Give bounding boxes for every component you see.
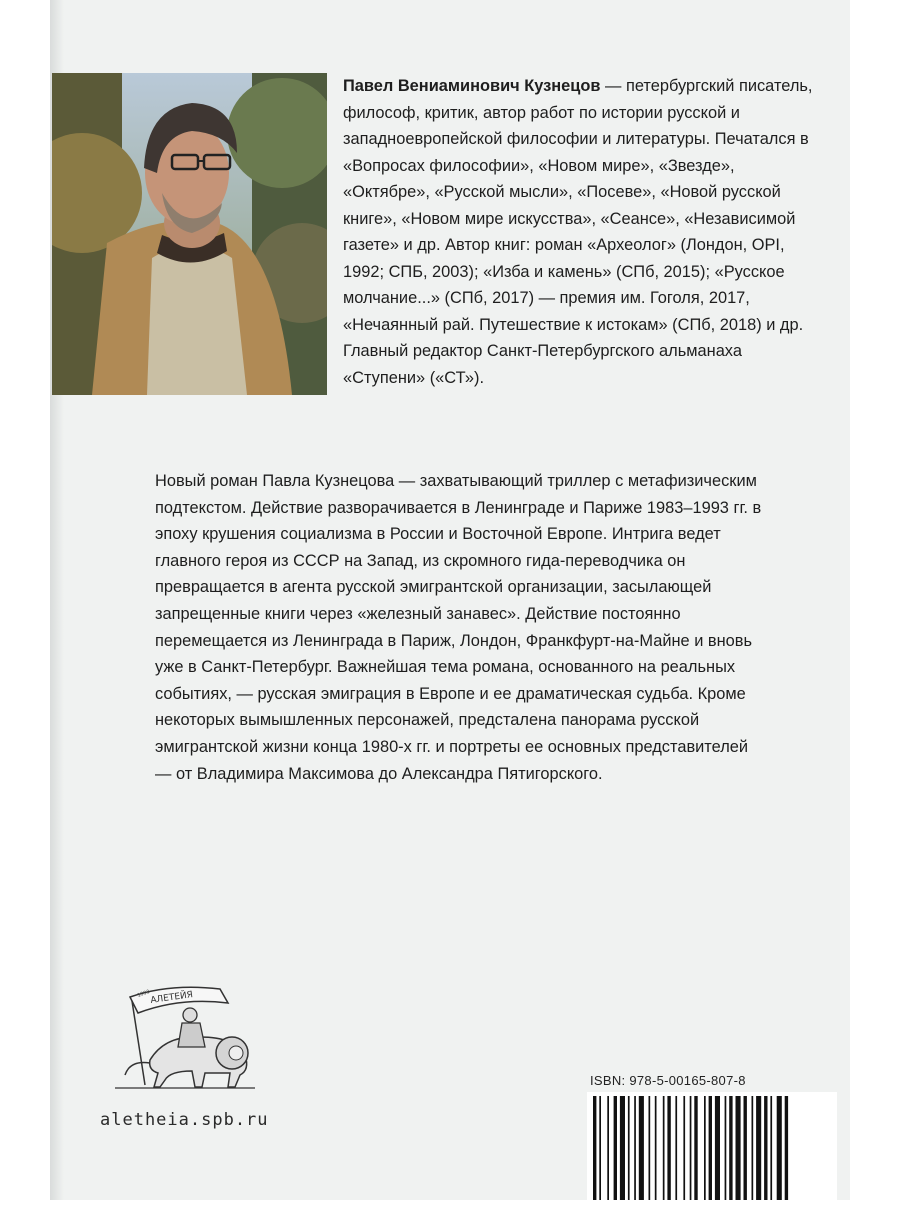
- barcode-bar: [683, 1096, 685, 1200]
- barcode-bar: [663, 1096, 665, 1200]
- author-bio: [343, 73, 823, 391]
- barcode-bar: [667, 1096, 670, 1200]
- author-name: Павел Вениаминович Кузнецов: [343, 77, 601, 95]
- barcode-bar: [690, 1096, 692, 1200]
- barcode-bar: [593, 1096, 596, 1200]
- publisher-logo-icon: [110, 975, 260, 1095]
- barcode-bar: [614, 1096, 617, 1200]
- barcode-bar: [785, 1096, 788, 1200]
- barcode-bar: [715, 1096, 720, 1200]
- barcode-bar: [655, 1096, 657, 1200]
- barcode-bar: [770, 1096, 772, 1200]
- barcode-bar: [744, 1096, 747, 1200]
- barcode-bar: [752, 1096, 754, 1200]
- barcode-bar: [649, 1096, 651, 1200]
- book-description: Новый роман Павла Кузнецова — захватывающий триллер с метафизическим подтекстом. Действие разворачивается в Ленинграде и Париже 1983–1993 гг. в эпоху крушения социализма в России и Восточной Европе. Интрига ведет главного героя из СССР на Запад, из скромного гида-переводчика он превращается в агента русской эмигрантской организации, засылающей запрещенные книги через «железный занавес». Действие постоянно перемещается из Ленинграда в Париж, Лондон, Франкфурт-на-Майне и вновь уже в Санкт-Петербург. Важнейшая тема романа, основанного на реальных событиях, — русская эмиграция в Европе и ее драматическая судьба. Кроме некоторых вымышленных персонажей, предсталена панорама русской эмигрантской жизни конца 1980-х гг. и портреты ее основных представителей — от Владимира Максимова до Александра Пятигорского.: [155, 472, 762, 783]
- author-bio-text: — петербургский писатель, философ, критик, автор работ по истории русской и западноевропейской философии и литературы. Печатался в «Вопросах философии», «Новом мире», «Звезде», «Октябре», «Русской мысли», «Посеве», «Новой русской книге», «Новом мире искусства», «Сеансе», «Независимой газете» и др. Автор книг: роман «Археолог» (Лондон, OPI, 1992; СПБ, 2003); «Изба и камень» (СПб, 2015); «Русское молчание...» (СПб, 2017) — премия им. Гоголя, 2017, «Нечаянный рай. Путешествие к истокам» (СПб, 2018) и др. Главный редактор Санкт-Петербургского альманаха «Ступени» («СТ»).: [343, 77, 813, 387]
- publisher-website: aletheia.spb.ru: [100, 1110, 269, 1130]
- barcode-bar: [704, 1096, 706, 1200]
- barcode-bar: [777, 1096, 782, 1200]
- barcode-bar: [709, 1096, 712, 1200]
- author-photo: [52, 73, 327, 395]
- barcode-bar: [599, 1096, 601, 1200]
- logo-year: 1993: [136, 988, 151, 999]
- barcode-icon: [587, 1092, 837, 1200]
- barcode-bar: [694, 1096, 697, 1200]
- barcode-bar: [639, 1096, 644, 1200]
- barcode-bar: [634, 1096, 636, 1200]
- barcode-bar: [620, 1096, 625, 1200]
- barcode-bar: [729, 1096, 732, 1200]
- barcode-bar: [736, 1096, 741, 1200]
- barcode-bar: [764, 1096, 767, 1200]
- barcode-bar: [725, 1096, 727, 1200]
- isbn-number: ISBN: 978-5-00165-807-8: [590, 1073, 746, 1088]
- barcode-bar: [607, 1096, 609, 1200]
- logo-banner-text: АЛЕТЕЙЯ: [149, 990, 194, 1006]
- barcode-bar: [628, 1096, 630, 1200]
- barcode-bar: [675, 1096, 677, 1200]
- barcode-bar: [756, 1096, 761, 1200]
